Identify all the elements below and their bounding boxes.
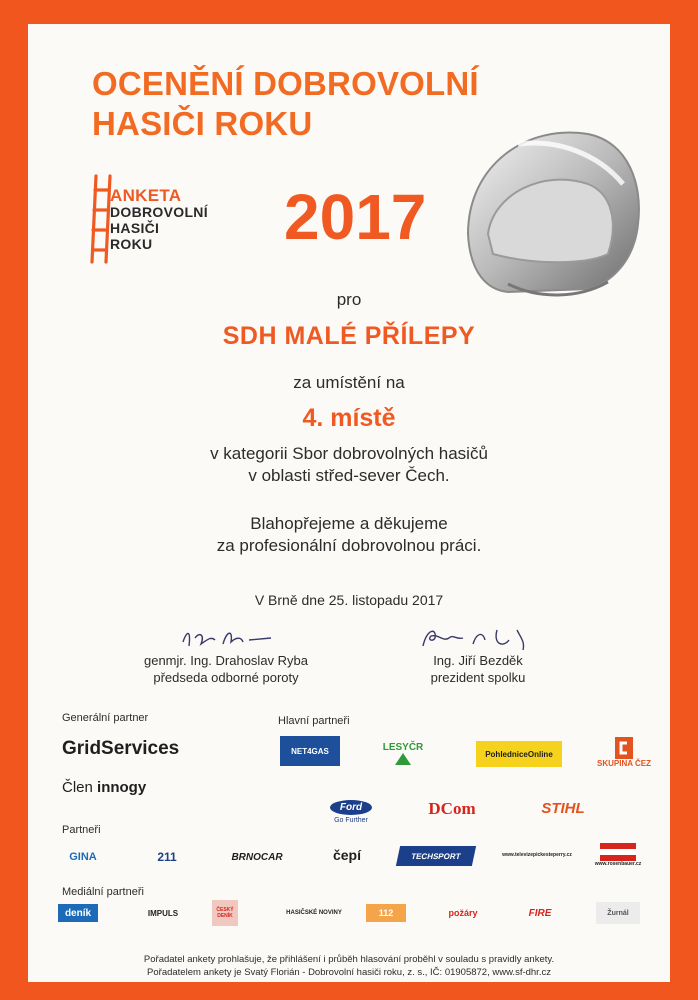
anketa-logo bbox=[88, 174, 268, 264]
logo-line-1: ANKETA bbox=[110, 186, 182, 205]
rosenbauer-text: www.rosenbauer.cz bbox=[594, 861, 642, 867]
award-year: 2017 bbox=[284, 181, 427, 253]
ford-text: Ford bbox=[330, 800, 372, 815]
signer-role-president: prezident spolku bbox=[430, 670, 526, 685]
zurnal-text: Žurnál bbox=[607, 909, 629, 917]
awarded-unit: SDH MALÉ PŘÍLEPY bbox=[222, 322, 476, 350]
footer-organizer: Pořadatelem ankety je Svatý Florián - Dobrovolní hasiči roku, z. s., IČ: 01905872, www.sf-dhr.cz bbox=[147, 967, 551, 978]
title-line-1: OCENĚNÍ DOBROVOLNÍ bbox=[92, 65, 479, 102]
signer-name-president: Ing. Jiří Bezděk bbox=[433, 653, 523, 668]
title-line-2: HASIČI ROKU bbox=[92, 105, 313, 142]
category-line-1: v kategorii Sbor dobrovolných hasičů bbox=[210, 444, 488, 463]
congratulations-line-1: Blahopřejeme a děkujeme bbox=[250, 514, 448, 533]
fire-logo bbox=[520, 904, 560, 922]
skupina-cez-logo bbox=[594, 732, 654, 772]
211-logo bbox=[142, 846, 192, 868]
net4gas-logo bbox=[280, 736, 340, 766]
tree-icon bbox=[393, 753, 413, 765]
hasicske-noviny-text: HASIČSKÉ NOVINY bbox=[286, 910, 342, 916]
ford-slogan: Go Further bbox=[334, 817, 368, 824]
glass-helmet-trophy-icon bbox=[448, 114, 648, 314]
net4gas-text: NET4GAS bbox=[291, 746, 329, 756]
pozary-text: požáry bbox=[448, 908, 478, 918]
brnocar-logo bbox=[222, 846, 292, 868]
signer-role-chair: předseda odborné poroty bbox=[153, 670, 299, 685]
issue-date: V Brně dne 25. listopadu 2017 bbox=[254, 592, 444, 608]
signature-block-chair bbox=[116, 624, 336, 686]
category-line-2: v oblasti střed-sever Čech. bbox=[248, 466, 450, 485]
logo-line-3: HASIČI bbox=[110, 220, 160, 236]
stihl-text: STIHL bbox=[541, 799, 585, 817]
innogy-member-text bbox=[62, 779, 146, 796]
main-partners-label: Hlavní partneři bbox=[278, 715, 350, 727]
televize-text: www.televizepickesteperry.cz bbox=[502, 852, 572, 858]
stihl-logo bbox=[528, 796, 598, 820]
cepi-text: čepí bbox=[332, 847, 361, 863]
skupina-cez-text: SKUPINA ČEZ bbox=[597, 758, 651, 768]
cesky-denik-text: ČESKÝ DENÍK bbox=[216, 907, 234, 919]
partners-label: Partneři bbox=[62, 824, 101, 836]
rosenbauer-logo bbox=[594, 840, 642, 870]
logo-line-4: ROKU bbox=[110, 236, 153, 252]
general-partner-label: Generální partner bbox=[62, 712, 149, 724]
signer-name-chair: genmjr. Ing. Drahoslav Ryba bbox=[143, 653, 309, 668]
cepi-logo bbox=[322, 842, 372, 868]
handwritten-signature-bezdek bbox=[413, 624, 543, 652]
logo-line-2: DOBROVOLNÍ bbox=[110, 204, 208, 220]
techsport-logo bbox=[396, 846, 476, 866]
innogy-brand: innogy bbox=[97, 779, 147, 796]
denik-logo bbox=[58, 904, 98, 922]
congratulations-line-2: za profesionální dobrovolnou práci. bbox=[216, 536, 482, 555]
handwritten-signature-ryba bbox=[171, 624, 281, 652]
lesy-cr-logo bbox=[378, 736, 428, 770]
lesy-cr-text: LESYČR bbox=[382, 741, 424, 753]
gina-text: GINA bbox=[69, 851, 97, 863]
placement-value: 4. místě bbox=[302, 404, 396, 432]
112-text: 112 bbox=[378, 908, 394, 918]
cez-icon bbox=[615, 737, 633, 759]
112-logo bbox=[366, 904, 406, 922]
placement-label: za umístění na bbox=[293, 373, 405, 392]
211-text: 211 bbox=[157, 850, 177, 864]
impuls-text: IMPULS bbox=[147, 908, 179, 918]
for-label: pro bbox=[336, 290, 362, 309]
gridservices-logo: GridServices bbox=[62, 738, 180, 759]
brnocar-text: BRNOCAR bbox=[231, 851, 283, 863]
ford-logo bbox=[324, 794, 378, 830]
pohlednice-online-logo bbox=[476, 741, 562, 767]
member-prefix: Člen bbox=[62, 779, 93, 796]
cesky-denik-logo bbox=[212, 900, 238, 926]
televize-logo bbox=[494, 842, 580, 868]
hasicske-noviny-logo bbox=[274, 904, 354, 922]
media-partners-label: Mediální partneři bbox=[62, 886, 144, 898]
austria-flag-icon bbox=[600, 843, 636, 861]
dcom-text: DCom bbox=[428, 799, 476, 818]
dcom-logo bbox=[422, 794, 482, 824]
denik-text: deník bbox=[64, 907, 92, 919]
signature-block-president bbox=[388, 624, 568, 686]
footer-statement: Pořadatel ankety prohlašuje, že přihlášení i průběh hlasování proběhl v souladu s pravidly ankety. bbox=[143, 954, 555, 965]
certificate-sheet bbox=[28, 24, 670, 982]
pohlednice-online-text: PohledniceOnline bbox=[485, 749, 553, 759]
impuls-logo bbox=[138, 904, 188, 922]
techsport-text: TECHSPORT bbox=[410, 851, 462, 861]
pozary-logo bbox=[440, 904, 486, 922]
fire-text: FIRE bbox=[528, 907, 552, 919]
gina-logo bbox=[58, 846, 108, 868]
logo-text bbox=[110, 188, 208, 252]
zurnal-logo bbox=[596, 902, 640, 924]
